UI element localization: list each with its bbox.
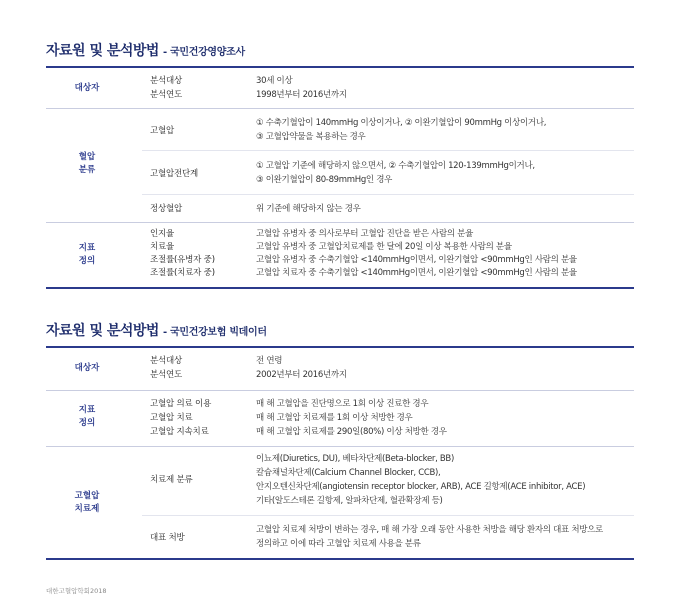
label-analysis-target: 분석대상	[150, 356, 183, 366]
value-analysis-year: 1998년부터 2016년까지	[256, 90, 347, 100]
value-representative-rx-line2: 정의하고 이에 따라 고혈압 치료제 사용을 분류	[256, 539, 421, 549]
sub-divider	[142, 515, 634, 516]
value-analysis-target: 30세 이상	[256, 76, 293, 86]
table-bottom-rule	[46, 558, 634, 560]
value-drug-class-line1: 이뇨제(Diuretics, DU), 베타차단제(Beta-blocker, BB)	[256, 454, 454, 464]
label-normal-bp: 정상혈압	[150, 204, 183, 214]
category-line: 고혈압	[74, 491, 100, 501]
category-target: 대상자	[74, 363, 100, 373]
category-line: 정의	[78, 418, 96, 428]
value-drug-class-line3: 안지오텐신차단제(angiotensin receptor blocker, ARB), ACE 길항제(ACE inhibitor, ACE)	[256, 482, 586, 492]
label-medical-use: 고혈압 의료 이용	[150, 399, 212, 409]
label-treatment: 치료율	[150, 242, 175, 252]
value-analysis-year: 2002년부터 2016년까지	[256, 370, 347, 380]
label-control-prevalent: 조절률(유병자 중)	[150, 255, 215, 265]
category-line: 정의	[78, 256, 96, 266]
label-analysis-year: 분석연도	[150, 370, 183, 380]
category-line: 치료제	[74, 504, 100, 514]
category-line: 분류	[78, 165, 96, 175]
table-top-rule	[46, 346, 634, 348]
value-awareness: 고혈압 유병자 중 의사로부터 고혈압 진단을 받은 사람의 분율	[256, 229, 473, 239]
value-analysis-target: 전 연령	[256, 356, 283, 366]
value-drug-class-line2: 칼슘채널차단제(Calcium Channel Blocker, CCB),	[256, 468, 441, 478]
section-title-sub: - 국민건강영양조사	[162, 47, 245, 58]
category-line: 지표	[78, 243, 96, 253]
value-hypertension-line1: ① 수축기혈압이 140mmHg 이상이거나, ② 이완기혈압이 90mmHg 이상이거나,	[256, 118, 547, 128]
row-divider	[46, 390, 634, 391]
category-line: 혈압	[78, 152, 96, 162]
label-hypertension: 고혈압	[150, 126, 175, 136]
label-analysis-year: 분석연도	[150, 90, 183, 100]
section-nhis	[46, 0, 634, 580]
value-hypertension-treatment: 매 해 고혈압 치료제를 1회 이상 처방한 경우	[256, 413, 413, 423]
value-treatment: 고혈압 유병자 중 고혈압치료제를 한 달에 20일 이상 복용한 사람의 분율	[256, 242, 512, 252]
value-prehypertension-line1: ① 고혈압 기준에 해당하지 않으면서, ② 수축기혈압이 120-139mmHg이거나,	[256, 161, 535, 171]
label-drug-class: 치료제 분류	[150, 475, 193, 485]
section-title-main: 자료원 및 분석방법	[46, 323, 159, 339]
category-line: 지표	[78, 405, 96, 415]
value-prehypertension-line2: ③ 이완기혈압이 80-89mmHg인 경우	[256, 175, 393, 185]
category-target: 대상자	[74, 83, 100, 93]
value-continuous-treatment: 매 해 고혈압 치료제를 290일(80%) 이상 처방한 경우	[256, 427, 447, 437]
row-divider	[46, 446, 634, 447]
label-analysis-target: 분석대상	[150, 76, 183, 86]
value-normal-bp: 위 기준에 해당하지 않는 경우	[256, 204, 361, 214]
section-title-sub: - 국민건강보험 빅데이터	[162, 327, 267, 338]
label-hypertension-treatment: 고혈압 치료	[150, 413, 193, 423]
value-medical-use: 매 해 고혈압을 진단명으로 1회 이상 진료한 경우	[256, 399, 429, 409]
label-control-treated: 조절률(치료자 중)	[150, 268, 215, 278]
label-continuous-treatment: 고혈압 지속치료	[150, 427, 209, 437]
section-title-main: 자료원 및 분석방법	[46, 43, 159, 59]
value-drug-class-line4: 기타(알도스테론 길항제, 알파차단제, 혈관확장제 등)	[256, 496, 443, 506]
label-prehypertension: 고혈압전단계	[150, 169, 199, 179]
section-title	[46, 320, 267, 340]
category-drugs	[46, 490, 128, 516]
label-awareness: 인지율	[150, 229, 175, 239]
label-representative-rx: 대표 처방	[150, 533, 185, 543]
footer-credit: 대한고혈압학회2018	[46, 587, 107, 595]
category-indicators	[46, 404, 128, 430]
value-control-treated: 고혈압 치료자 중 수축기혈압 <140mmHg이면서, 이완기혈압 <90mmHg인 사람의 분율	[256, 268, 577, 278]
value-control-prevalent: 고혈압 유병자 중 수축기혈압 <140mmHg이면서, 이완기혈압 <90mmHg인 사람의 분율	[256, 255, 577, 265]
value-representative-rx-line1: 고혈압 치료제 처방이 변하는 경우, 매 해 가장 오래 동안 사용한 처방을 해당 환자의 대표 처방으로	[256, 525, 603, 535]
value-hypertension-line2: ③ 고혈압약물을 복용하는 경우	[256, 132, 366, 142]
